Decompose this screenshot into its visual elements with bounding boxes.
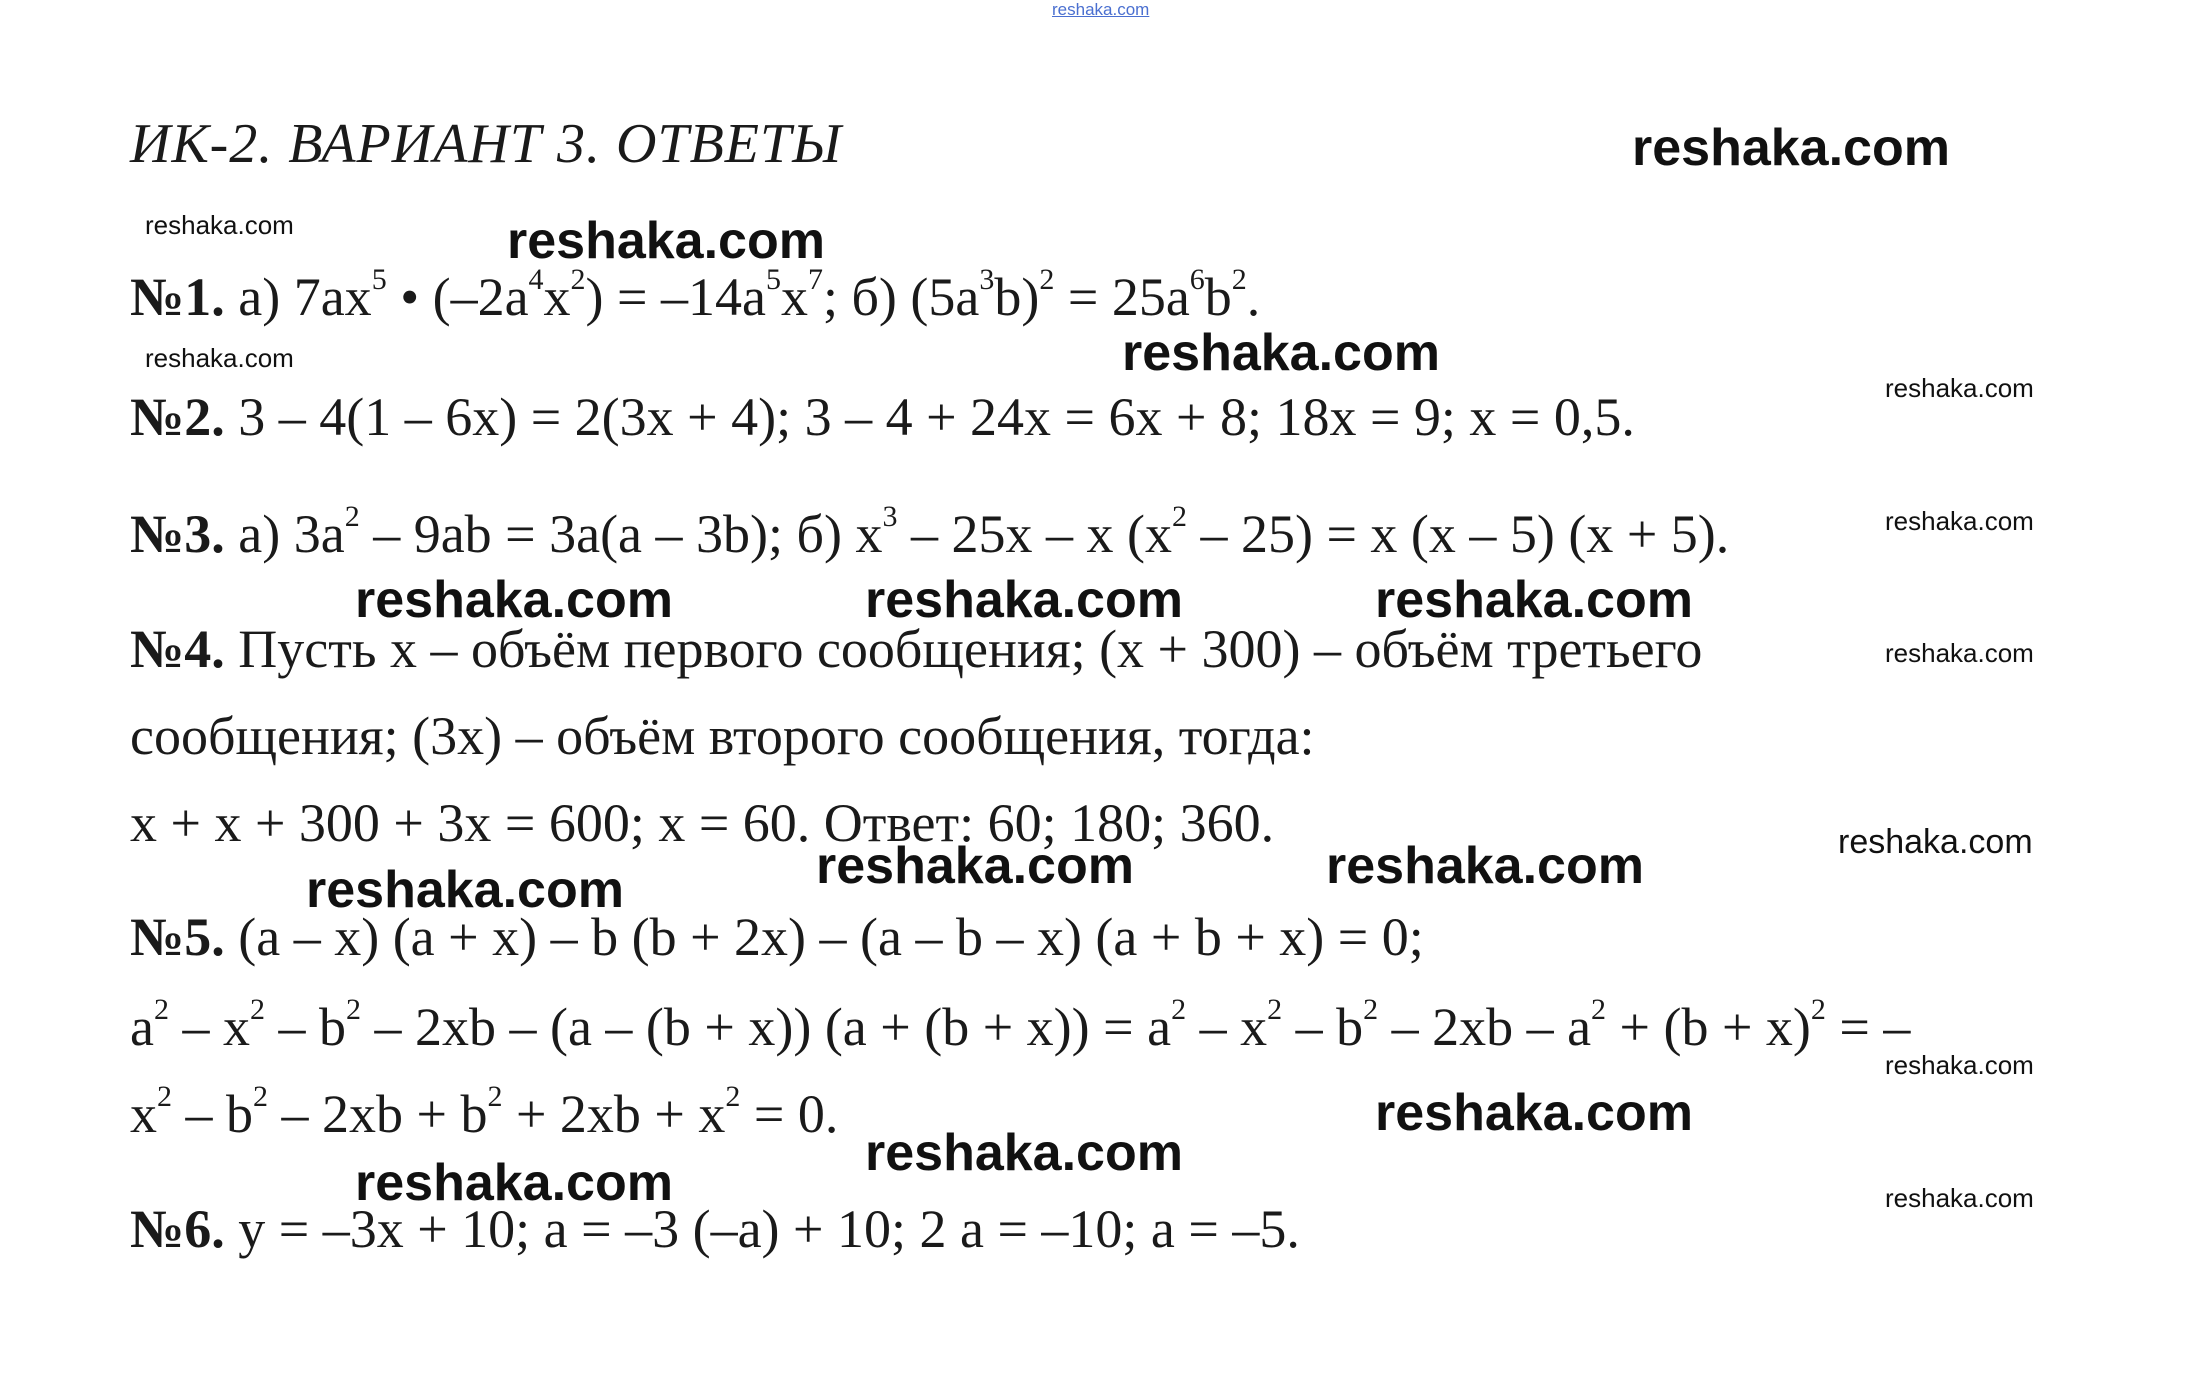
answer-number: №6. [130, 1199, 225, 1259]
answer-number: №5. [130, 907, 225, 967]
watermark: reshaka.com [1885, 1050, 2034, 1080]
watermark: reshaka.com [355, 1154, 673, 1212]
answer-4-line-1: №4. Пусть х – объём первого сообщения; (х + 300) – объём третьего [130, 619, 1703, 679]
watermark: reshaka.com [306, 861, 624, 919]
watermark: reshaka.com [1885, 506, 2034, 536]
answer-number: №1. [130, 267, 225, 327]
watermark: reshaka.com [816, 837, 1134, 895]
watermark: reshaka.com [1885, 373, 2034, 403]
watermark: reshaka.com [1375, 1084, 1693, 1142]
answer-3: №3. а) $3а^2 - 9аb = 3а(а - 3b)$; б) $х^3 - 25х$ – х $(х^2 - 25) = х$ (х – 5) (х + 5). [130, 500, 1730, 564]
watermark: reshaka.com [507, 212, 825, 270]
answer-1: №1. а) $7ах^5$ • $(-2а^4х^2) = -14а^5х^7$; б) $(5а^3b)^2 = 25а^6b^2$. [130, 263, 1261, 327]
watermark: reshaka.com [865, 1124, 1183, 1182]
watermark: reshaka.com [145, 343, 294, 373]
watermark: reshaka.com [145, 210, 294, 240]
answer-4-line-3: х + х + 300 + 3х = 600; х = 60. Ответ: 60; 180; 360. [130, 793, 1275, 853]
answer-5-line-3: $х^2 - b^2 - 2хb + b^2 + 2хb + х^2 = 0$. [130, 1080, 839, 1144]
top-site-link[interactable]: reshaka.com [1052, 0, 1150, 19]
watermark: reshaka.com [1838, 823, 2033, 861]
watermark: reshaka.com [1122, 324, 1440, 382]
answer-4-line-2: сообщения; (3х) – объём второго сообщения, тогда: [130, 706, 1315, 766]
answer-number: №2. [130, 387, 225, 447]
watermark: reshaka.com [1375, 571, 1693, 629]
watermark: reshaka.com [865, 571, 1183, 629]
watermark: reshaka.com [1885, 638, 2034, 668]
answer-5-line-1: №5. (а – х) (а + х) – b (b + 2х) – (а – b – х) (а + b + х) = 0; [130, 907, 1424, 967]
watermark: reshaka.com [355, 571, 673, 629]
page-title: ИК-2. ВАРИАНТ 3. ОТВЕТЫ [130, 113, 842, 175]
watermark: reshaka.com [1632, 119, 1950, 177]
answer-number: №4. [130, 619, 225, 679]
answer-2: №2. 3 – 4(1 – 6х) = 2(3х + 4); 3 – 4 + 24х = 6х + 8; 18х = 9; х = 0,5. [130, 387, 1635, 447]
answer-5-line-2: $а^2 - х^2 - b^2 - 2хb - (а - (b + х)) (а + (b + х)) = а^2 - х^2 - b^2 - 2хb - а^2 + (b + х)^2$ = – [130, 993, 1911, 1057]
answer-number: №3. [130, 504, 225, 564]
watermark: reshaka.com [1326, 837, 1644, 895]
answer-6: №6. у = –3х + 10; а = –3 (–а) + 10; 2 а = –10; а = –5. [130, 1199, 1300, 1259]
watermark: reshaka.com [1885, 1183, 2034, 1213]
